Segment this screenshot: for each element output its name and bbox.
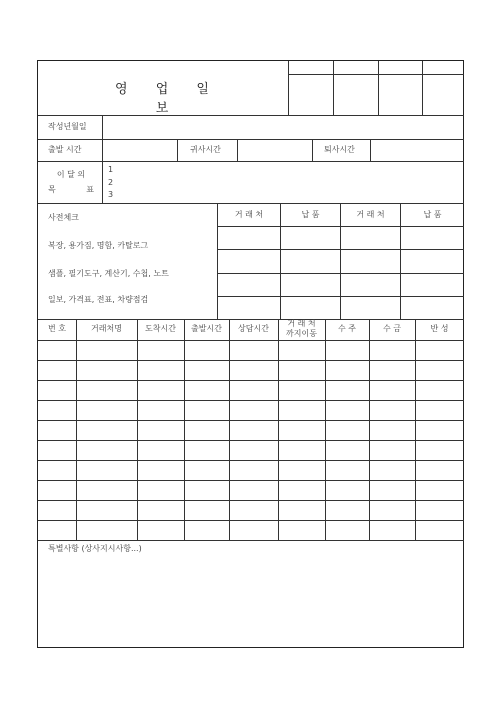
precheck-label: 사전체크 (48, 213, 79, 222)
table-row-divider (38, 500, 464, 501)
divider (217, 249, 464, 250)
col-reflection-header: 반 성 (430, 324, 449, 333)
check-item-3: 일보, 가격표, 전표, 차량점검 (48, 295, 149, 304)
client-header-1: 거 래 처 (234, 210, 264, 219)
table-row-divider (38, 520, 464, 521)
goal-label-line1: 이 달 의 (56, 170, 86, 179)
approval-box-2[interactable] (333, 74, 378, 115)
table-row-divider (38, 460, 464, 461)
col-collection-header: 수 금 (383, 324, 401, 333)
divider (217, 226, 464, 227)
col-arrival-header: 도착시간 (145, 324, 176, 333)
depart-time-label: 출발 시간 (48, 145, 82, 154)
leave-time-label: 퇴사시간 (324, 145, 355, 154)
divider (177, 139, 178, 161)
divider (102, 161, 103, 203)
approval-box-3[interactable] (378, 74, 422, 115)
leave-time-field[interactable] (371, 140, 464, 160)
table-row-divider (38, 340, 464, 341)
table-column-divider (278, 319, 279, 540)
table-row-divider (38, 480, 464, 481)
table-row-divider (38, 440, 464, 441)
depart-time-field[interactable] (103, 140, 177, 160)
col-departure-header: 출발시간 (191, 324, 222, 333)
goal-item-3[interactable]: 3 (108, 190, 114, 199)
col-travel-header-line2: 까지이동 (286, 329, 317, 338)
delivery-header-1: 납 품 (301, 210, 320, 219)
approval-box-4[interactable] (422, 74, 464, 115)
return-time-label: 귀사시간 (190, 145, 221, 154)
divider (280, 203, 281, 319)
table-column-divider (415, 319, 416, 540)
special-notes-label: 특별사항 (상사지시사항...) (48, 544, 142, 553)
table-row-divider (38, 400, 464, 401)
goal-label-line2: 목 표 (48, 185, 94, 194)
client-header-2: 거 래 처 (356, 210, 385, 219)
divider (38, 319, 464, 320)
delivery-header-2: 납 품 (423, 210, 442, 219)
divider (217, 273, 464, 274)
col-consult-header: 상담시간 (238, 324, 269, 333)
col-order-header: 수 주 (338, 324, 356, 333)
table-column-divider (369, 319, 370, 540)
divider (312, 139, 313, 161)
col-number-header: 번 호 (48, 324, 66, 333)
date-label: 작성년월일 (48, 122, 87, 131)
goal-item-1[interactable]: 1 (108, 165, 114, 174)
table-column-divider (137, 319, 138, 540)
table-row-divider (38, 420, 464, 421)
table-row-divider (38, 380, 464, 381)
table-column-divider (184, 319, 185, 540)
special-notes-field[interactable] (39, 555, 463, 647)
divider (340, 203, 341, 319)
check-item-1: 복장, 용가짐, 명함, 카탈로그 (48, 241, 149, 250)
date-field[interactable] (103, 116, 464, 138)
divider (400, 203, 401, 319)
return-time-field[interactable] (238, 140, 312, 160)
divider (217, 203, 218, 319)
col-client-name-header: 거래처명 (91, 324, 122, 333)
table-row-divider (38, 360, 464, 361)
approval-box-1[interactable] (288, 74, 333, 115)
form-title: 영 업 일 보 (115, 82, 221, 116)
table-column-divider (229, 319, 230, 540)
table-row-divider (38, 540, 464, 541)
divider (217, 296, 464, 297)
check-item-2: 샘플, 필기도구, 계산기, 수첩, 노트 (48, 269, 169, 278)
table-column-divider (76, 319, 77, 540)
col-travel-header-line1: 거 래 처 (287, 319, 316, 328)
goal-item-2[interactable]: 2 (108, 178, 114, 187)
table-column-divider (325, 319, 326, 540)
sales-daily-report-form (37, 60, 464, 648)
